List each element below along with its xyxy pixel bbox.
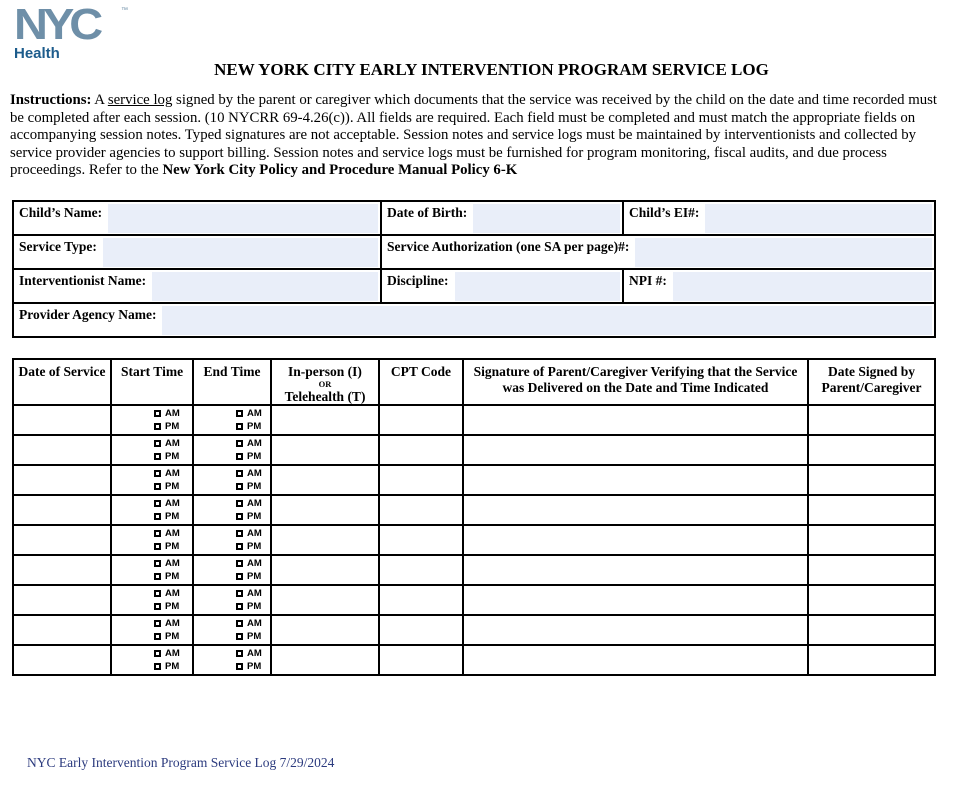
start-time-cell[interactable] <box>111 555 193 585</box>
pm-label: PM <box>247 601 262 612</box>
checkbox-icon[interactable] <box>236 410 243 417</box>
checkbox-icon[interactable] <box>154 513 161 520</box>
end-time-pm-checkbox[interactable] <box>236 631 261 642</box>
pm-label: PM <box>247 481 262 492</box>
cpt-code-cell[interactable] <box>379 405 463 435</box>
start-time-cell[interactable] <box>111 435 193 465</box>
start-time-pm-checkbox[interactable] <box>154 541 179 552</box>
pm-label: PM <box>165 601 180 612</box>
signature-cell[interactable] <box>463 645 808 675</box>
service-row <box>13 495 935 525</box>
inperson-telehealth-cell[interactable] <box>271 495 379 525</box>
pm-label: PM <box>165 541 180 552</box>
end-time-pm-checkbox[interactable] <box>236 601 261 612</box>
checkbox-icon[interactable] <box>236 453 243 460</box>
inperson-telehealth-cell[interactable] <box>271 405 379 435</box>
checkbox-icon[interactable] <box>236 560 243 567</box>
service-log-table <box>12 358 936 676</box>
inperson-telehealth-cell[interactable] <box>271 525 379 555</box>
date-signed-cell[interactable] <box>808 435 935 465</box>
am-label: AM <box>165 618 180 629</box>
info-row-2 <box>13 235 935 269</box>
checkbox-icon[interactable] <box>154 650 161 657</box>
childs-ei-label: Child’s EI#: <box>629 205 700 220</box>
end-time-am-checkbox[interactable] <box>236 528 262 539</box>
inperson-telehealth-cell[interactable] <box>271 465 379 495</box>
end-time-am-checkbox[interactable] <box>236 498 262 509</box>
service-row <box>13 405 935 435</box>
date-of-service-cell[interactable] <box>13 465 111 495</box>
checkbox-icon[interactable] <box>236 620 243 627</box>
date-signed-header: Date Signed by Parent/Caregiver <box>808 359 935 405</box>
discipline-label: Discipline: <box>387 273 449 288</box>
start-time-cell[interactable] <box>111 585 193 615</box>
child-info-table <box>12 200 936 338</box>
checkbox-icon[interactable] <box>154 500 161 507</box>
start-time-pm-checkbox[interactable] <box>154 421 179 432</box>
end-time-pm-checkbox[interactable] <box>236 571 261 582</box>
checkbox-icon[interactable] <box>154 543 161 550</box>
checkbox-icon[interactable] <box>154 483 161 490</box>
signature-cell[interactable] <box>463 555 808 585</box>
pm-label: PM <box>165 421 180 432</box>
instructions-label: Instructions: <box>10 92 92 108</box>
date-of-birth-label: Date of Birth: <box>387 205 468 220</box>
info-row-4 <box>13 303 935 337</box>
start-time-am-checkbox[interactable] <box>154 438 180 449</box>
service-table-body <box>13 405 935 675</box>
checkbox-icon[interactable] <box>236 513 243 520</box>
start-time-am-checkbox[interactable] <box>154 408 180 419</box>
am-label: AM <box>165 588 180 599</box>
checkbox-icon[interactable] <box>154 410 161 417</box>
date-of-service-cell[interactable] <box>13 585 111 615</box>
service-row <box>13 585 935 615</box>
start-time-pm-checkbox[interactable] <box>154 511 179 522</box>
end-time-cell[interactable] <box>193 405 271 435</box>
cpt-code-cell[interactable] <box>379 615 463 645</box>
start-time-header: Start Time <box>111 359 193 405</box>
checkbox-icon[interactable] <box>236 590 243 597</box>
instructions-policy-reference: New York City Policy and Procedure Manual Policy 6-K <box>162 162 518 178</box>
pm-label: PM <box>165 451 180 462</box>
checkbox-icon[interactable] <box>236 423 243 430</box>
pm-label: PM <box>247 571 262 582</box>
checkbox-icon[interactable] <box>154 663 161 670</box>
signature-cell[interactable] <box>463 465 808 495</box>
service-authorization-label: Service Authorization (one SA per page)#: <box>387 239 630 254</box>
end-time-pm-checkbox[interactable] <box>236 541 261 552</box>
date-of-birth-input-field[interactable] <box>473 204 620 233</box>
cpt-code-cell[interactable] <box>379 525 463 555</box>
end-time-cell[interactable] <box>193 465 271 495</box>
inperson-telehealth-cell[interactable] <box>271 435 379 465</box>
service-row <box>13 555 935 585</box>
inperson-telehealth-cell[interactable] <box>271 615 379 645</box>
cpt-code-cell[interactable] <box>379 645 463 675</box>
page-title: NEW YORK CITY EARLY INTERVENTION PROGRAM SERVICE LOG <box>214 60 769 79</box>
date-signed-cell[interactable] <box>808 405 935 435</box>
signature-cell[interactable] <box>463 405 808 435</box>
checkbox-icon[interactable] <box>154 440 161 447</box>
trademark-icon: ™ <box>121 7 128 14</box>
pm-label: PM <box>247 421 262 432</box>
start-time-am-checkbox[interactable] <box>154 618 180 629</box>
checkbox-icon[interactable] <box>236 603 243 610</box>
am-label: AM <box>247 558 262 569</box>
cpt-code-cell[interactable] <box>379 585 463 615</box>
childs-name-label: Child’s Name: <box>19 205 103 220</box>
start-time-cell[interactable] <box>111 645 193 675</box>
am-label: AM <box>247 618 262 629</box>
discipline-input-field[interactable] <box>455 272 620 301</box>
checkbox-icon[interactable] <box>154 590 161 597</box>
signature-cell[interactable] <box>463 495 808 525</box>
info-row-1 <box>13 201 935 235</box>
end-time-am-checkbox[interactable] <box>236 438 262 449</box>
instructions-body-text: signed by the parent or caregiver which documents that the service was received by the child on the date and time recorded must be completed after each session. (10 NYCRR 69-4.26(c)). All fields are required. Each field must be completed and must match the appropriate fields on accompanying session notes. Typed signatures are not acceptable. Session notes and service logs must be maintained by interventionists and collected by service provider agencies to support billing. Session notes and service logs must be furnished for program monitoring, fiscal audits, and due process proceedings. Refer to the <box>10 92 937 178</box>
start-time-pm-checkbox[interactable] <box>154 601 179 612</box>
cpt-code-cell[interactable] <box>379 465 463 495</box>
npi-label: NPI #: <box>629 273 667 288</box>
date-of-birth-cell <box>381 201 623 235</box>
checkbox-icon[interactable] <box>154 620 161 627</box>
end-time-cell[interactable] <box>193 615 271 645</box>
date-of-service-cell[interactable] <box>13 615 111 645</box>
provider-agency-name-input-field[interactable] <box>162 306 932 335</box>
start-time-am-checkbox[interactable] <box>154 468 180 479</box>
am-label: AM <box>247 498 262 509</box>
signature-cell[interactable] <box>463 615 808 645</box>
am-label: AM <box>247 648 262 659</box>
date-of-service-cell[interactable] <box>13 555 111 585</box>
npi-cell <box>623 269 935 303</box>
checkbox-icon[interactable] <box>236 650 243 657</box>
signature-cell[interactable] <box>463 585 808 615</box>
checkbox-icon[interactable] <box>236 470 243 477</box>
pm-label: PM <box>247 451 262 462</box>
signature-cell[interactable] <box>463 525 808 555</box>
service-row <box>13 465 935 495</box>
pm-label: PM <box>165 631 180 642</box>
service-row <box>13 615 935 645</box>
end-time-am-checkbox[interactable] <box>236 588 262 599</box>
start-time-am-checkbox[interactable] <box>154 588 180 599</box>
checkbox-icon[interactable] <box>154 530 161 537</box>
pm-label: PM <box>165 571 180 582</box>
instructions-text-pre: A <box>91 92 108 108</box>
start-time-am-checkbox[interactable] <box>154 558 180 569</box>
start-time-cell[interactable] <box>111 465 193 495</box>
inperson-telehealth-header <box>271 359 379 405</box>
start-time-cell[interactable] <box>111 495 193 525</box>
end-time-pm-checkbox[interactable] <box>236 451 261 462</box>
am-label: AM <box>165 648 180 659</box>
childs-name-input-field[interactable] <box>108 204 378 233</box>
date-signed-cell[interactable] <box>808 495 935 525</box>
date-of-service-cell[interactable] <box>13 525 111 555</box>
inperson-header-line1: In-person (I) <box>288 364 362 379</box>
checkbox-icon[interactable] <box>154 603 161 610</box>
date-of-service-cell[interactable] <box>13 435 111 465</box>
end-time-am-checkbox[interactable] <box>236 468 262 479</box>
pm-label: PM <box>247 511 262 522</box>
inperson-header-line2: Telehealth (T) <box>284 388 366 404</box>
pm-label: PM <box>165 481 180 492</box>
health-logo-text: Health <box>14 45 60 62</box>
nyc-logo-text: NYC <box>14 0 99 49</box>
am-label: AM <box>247 468 262 479</box>
start-time-am-checkbox[interactable] <box>154 648 180 659</box>
am-label: AM <box>247 408 262 419</box>
checkbox-icon[interactable] <box>154 453 161 460</box>
checkbox-icon[interactable] <box>154 560 161 567</box>
am-label: AM <box>247 588 262 599</box>
npi-input-field[interactable] <box>673 272 932 301</box>
inperson-telehealth-cell[interactable] <box>271 585 379 615</box>
start-time-pm-checkbox[interactable] <box>154 571 179 582</box>
checkbox-icon[interactable] <box>236 573 243 580</box>
start-time-pm-checkbox[interactable] <box>154 451 179 462</box>
pm-label: PM <box>247 661 262 672</box>
end-time-am-checkbox[interactable] <box>236 618 262 629</box>
interventionist-name-label: Interventionist Name: <box>19 273 147 288</box>
footer-text: NYC Early Intervention Program Service Log 7/29/2024 <box>27 755 335 770</box>
start-time-am-checkbox[interactable] <box>154 528 180 539</box>
start-time-pm-checkbox[interactable] <box>154 481 179 492</box>
end-time-cell[interactable] <box>193 585 271 615</box>
info-row-3 <box>13 269 935 303</box>
pm-label: PM <box>165 511 180 522</box>
checkbox-icon[interactable] <box>236 483 243 490</box>
checkbox-icon[interactable] <box>236 633 243 640</box>
end-time-header: End Time <box>193 359 271 405</box>
end-time-pm-checkbox[interactable] <box>236 481 261 492</box>
checkbox-icon[interactable] <box>154 423 161 430</box>
childs-name-cell <box>13 201 381 235</box>
childs-ei-input-field[interactable] <box>705 204 932 233</box>
childs-ei-cell <box>623 201 935 235</box>
inperson-header-or: OR <box>318 378 332 389</box>
interventionist-name-cell <box>13 269 381 303</box>
checkbox-icon[interactable] <box>236 500 243 507</box>
discipline-cell <box>381 269 623 303</box>
nyc-health-logo <box>14 0 134 62</box>
pm-label: PM <box>247 631 262 642</box>
checkbox-icon[interactable] <box>154 470 161 477</box>
end-time-cell[interactable] <box>193 645 271 675</box>
checkbox-icon[interactable] <box>236 440 243 447</box>
cpt-code-cell[interactable] <box>379 555 463 585</box>
end-time-cell[interactable] <box>193 495 271 525</box>
service-type-cell <box>13 235 381 269</box>
inperson-telehealth-cell[interactable] <box>271 555 379 585</box>
inperson-telehealth-cell[interactable] <box>271 645 379 675</box>
cpt-code-cell[interactable] <box>379 495 463 525</box>
am-label: AM <box>247 528 262 539</box>
signature-header: Signature of Parent/Caregiver Verifying that the Service was Delivered on the Date and Time Indicated <box>463 359 808 405</box>
am-label: AM <box>165 408 180 419</box>
pm-label: PM <box>247 541 262 552</box>
date-signed-cell[interactable] <box>808 615 935 645</box>
end-time-am-checkbox[interactable] <box>236 558 262 569</box>
date-signed-cell[interactable] <box>808 465 935 495</box>
start-time-pm-checkbox[interactable] <box>154 661 179 672</box>
start-time-am-checkbox[interactable] <box>154 498 180 509</box>
checkbox-icon[interactable] <box>236 530 243 537</box>
start-time-cell[interactable] <box>111 615 193 645</box>
end-time-am-checkbox[interactable] <box>236 648 262 659</box>
provider-agency-name-label: Provider Agency Name: <box>19 307 157 322</box>
am-label: AM <box>247 438 262 449</box>
start-time-cell[interactable] <box>111 405 193 435</box>
instructions-paragraph <box>10 92 951 180</box>
date-of-service-cell[interactable] <box>13 495 111 525</box>
service-row <box>13 525 935 555</box>
end-time-cell[interactable] <box>193 525 271 555</box>
date-signed-cell[interactable] <box>808 645 935 675</box>
cpt-code-header: CPT Code <box>379 359 463 405</box>
service-table-header <box>13 359 935 405</box>
checkbox-icon[interactable] <box>236 663 243 670</box>
end-time-pm-checkbox[interactable] <box>236 661 261 672</box>
date-signed-cell[interactable] <box>808 525 935 555</box>
service-authorization-input-field[interactable] <box>635 238 932 267</box>
end-time-am-checkbox[interactable] <box>236 408 262 419</box>
checkbox-icon[interactable] <box>154 633 161 640</box>
start-time-cell[interactable] <box>111 525 193 555</box>
checkbox-icon[interactable] <box>236 543 243 550</box>
service-type-input-field[interactable] <box>103 238 378 267</box>
service-authorization-cell <box>381 235 935 269</box>
date-of-service-cell[interactable] <box>13 645 111 675</box>
date-signed-cell[interactable] <box>808 555 935 585</box>
start-time-pm-checkbox[interactable] <box>154 631 179 642</box>
pm-label: PM <box>165 661 180 672</box>
service-type-label: Service Type: <box>19 239 97 254</box>
checkbox-icon[interactable] <box>154 573 161 580</box>
am-label: AM <box>165 558 180 569</box>
am-label: AM <box>165 438 180 449</box>
interventionist-name-input-field[interactable] <box>152 272 378 301</box>
am-label: AM <box>165 528 180 539</box>
signature-cell[interactable] <box>463 435 808 465</box>
instructions-underlined-term: service log <box>107 92 173 108</box>
cpt-code-cell[interactable] <box>379 435 463 465</box>
date-signed-cell[interactable] <box>808 585 935 615</box>
service-row <box>13 435 935 465</box>
am-label: AM <box>165 498 180 509</box>
provider-agency-name-cell <box>13 303 935 337</box>
service-row <box>13 645 935 675</box>
date-of-service-cell[interactable] <box>13 405 111 435</box>
end-time-cell[interactable] <box>193 555 271 585</box>
end-time-cell[interactable] <box>193 435 271 465</box>
end-time-pm-checkbox[interactable] <box>236 421 261 432</box>
end-time-pm-checkbox[interactable] <box>236 511 261 522</box>
date-of-service-header: Date of Service <box>13 359 111 405</box>
am-label: AM <box>165 468 180 479</box>
